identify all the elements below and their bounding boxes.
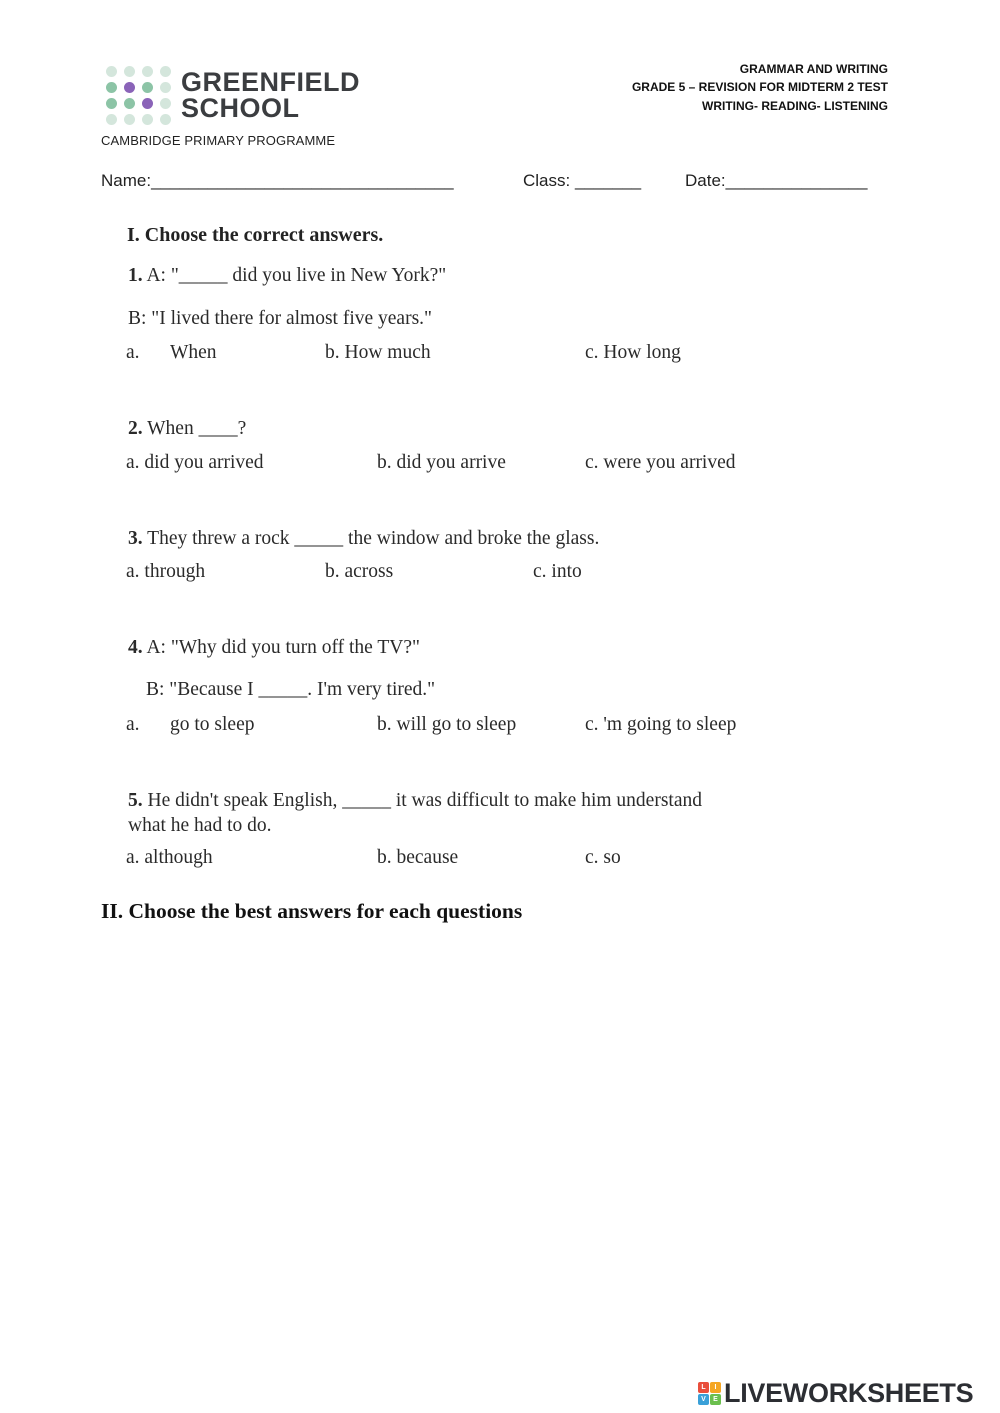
question-5 — [128, 790, 702, 812]
option-c[interactable]: c. How long — [585, 342, 681, 363]
question-text: When ____? — [147, 418, 247, 439]
question-text: A: "_____ did you live in New York?" — [146, 265, 447, 286]
header-grade: GRADE 5 – REVISION FOR MIDTERM 2 TEST — [631, 80, 888, 94]
question-number: 5. — [128, 790, 143, 811]
option-b[interactable]: b. across — [325, 561, 394, 582]
question-text: He didn't speak English, _____ it was difficult to make him understand — [147, 790, 702, 811]
question-text: A: "Why did you turn off the TV?" — [146, 637, 420, 658]
question-3 — [128, 528, 599, 550]
option-b[interactable]: b. will go to sleep — [377, 714, 517, 735]
option-b[interactable]: b. did you arrive — [377, 452, 506, 473]
option-a[interactable]: a. did you arrived — [126, 452, 264, 473]
option-b[interactable]: b. because — [377, 847, 459, 868]
option-a[interactable]: a. although — [126, 847, 213, 868]
question-4-line-b: B: "Because I _____. I'm very tired." — [146, 679, 436, 700]
header-skills: WRITING- READING- LISTENING — [702, 99, 888, 113]
option-a-marker[interactable]: a. — [126, 714, 140, 735]
option-a[interactable]: When — [170, 342, 217, 363]
logo-line-2: SCHOOL — [181, 93, 300, 123]
option-c[interactable]: c. so — [585, 847, 621, 868]
option-a-marker[interactable]: a. — [126, 342, 140, 363]
section-1-title: I. Choose the correct answers. — [127, 224, 384, 246]
question-1-line-b: B: "I lived there for almost five years." — [128, 308, 432, 329]
option-c[interactable]: c. into — [533, 561, 582, 582]
option-a[interactable]: go to sleep — [170, 714, 255, 735]
question-number: 2. — [128, 418, 143, 439]
question-4 — [128, 637, 420, 659]
programme-label: CAMBRIDGE PRIMARY PROGRAMME — [101, 133, 336, 148]
question-text: They threw a rock _____ the window and broke the glass. — [147, 528, 600, 549]
section-2-title: II. Choose the best answers for each questions — [101, 899, 523, 923]
question-2 — [128, 418, 246, 440]
header-subject: GRAMMAR AND WRITING — [739, 62, 888, 76]
liveworksheets-brand: LIVEWORKSHEETS — [724, 1378, 974, 1408]
class-field[interactable]: Class: _______ — [523, 171, 642, 190]
question-number: 3. — [128, 528, 143, 549]
option-c[interactable]: c. 'm going to sleep — [585, 714, 737, 735]
logo-line-1: GREENFIELD — [181, 67, 361, 97]
question-number: 1. — [128, 265, 143, 286]
liveworksheets-icon: L I V E — [698, 1382, 722, 1406]
question-1 — [128, 265, 446, 287]
option-c[interactable]: c. were you arrived — [585, 452, 736, 473]
school-logo — [104, 64, 364, 128]
option-b[interactable]: b. How much — [325, 342, 431, 363]
date-field[interactable]: Date:_______________ — [685, 171, 868, 190]
question-5-line-2: what he had to do. — [128, 815, 272, 836]
option-a[interactable]: a. through — [126, 561, 206, 582]
logo-dots-icon — [104, 64, 168, 124]
question-number: 4. — [128, 637, 143, 658]
name-field[interactable]: Name:________________________________ — [101, 171, 454, 190]
